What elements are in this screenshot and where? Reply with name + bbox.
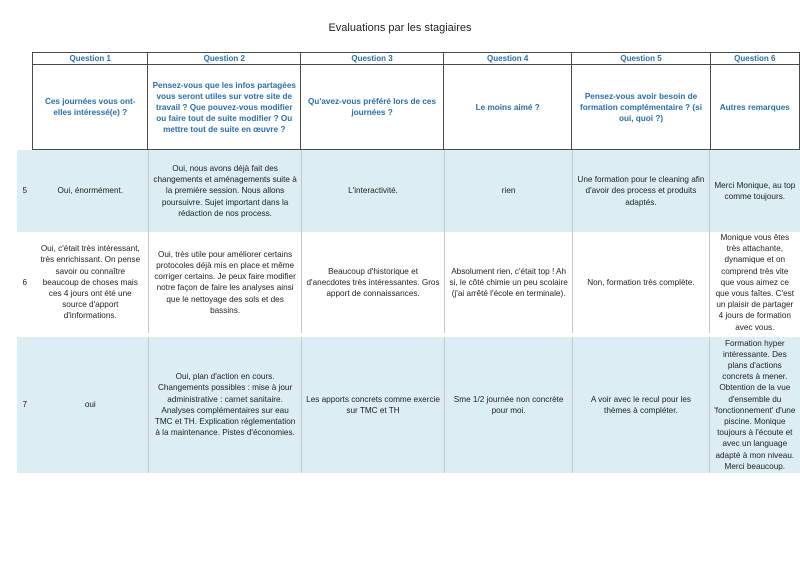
answers-table [17, 150, 800, 473]
row-number: 7 [17, 337, 32, 473]
question-prompt-row [33, 65, 800, 150]
answer-q5: Une formation pour le cleaning afin d'avoir des process et produits adaptés. [573, 150, 709, 232]
answer-q1: Oui, c'était très intéressant, très enrichissant. On pense savoir ou connaître beaucoup de choses mais ces 4 jours ont été une source d'apport d'informations. [32, 232, 148, 333]
answer-q3: Beaucoup d'historique et d'anecdotes très intéressantes. Gros apport de connaissances. [302, 232, 445, 333]
question-3-header: Question 3 [301, 53, 444, 65]
answer-q4: rien [445, 150, 573, 232]
question-3-prompt: Qu'avez-vous préféré lors de ces journées ? [301, 65, 444, 150]
answer-q3: Les apports concrets comme exercie sur TMC et TH [302, 337, 445, 473]
answer-q2: Oui, plan d'action en cours. Changements possibles : mise à jour administrative : carnet sanitaire. Analyses complémentaires sur eau TMC et TH. Explication réglementation à la maintenance. Pistes d'économies. [149, 337, 302, 473]
answer-q2: Oui, très utile pour améliorer certains protocoles déjà mis en place et même corriger certains. Je peux faire modifier notre façon de faire les analyses ainsi que le nettoyage des sols et des bassins. [149, 232, 302, 333]
answer-q2: Oui, nous avons déjà fait des changements et aménagements suite à la première session. Nous allons poursuivre. Sujet important dans la rédaction de nos process. [149, 150, 302, 232]
question-5-header: Question 5 [572, 53, 710, 65]
answer-q5: Non, formation très complète. [573, 232, 709, 333]
page-title: Evaluations par les stagiaires [328, 22, 472, 34]
question-4-header: Question 4 [443, 53, 571, 65]
answer-q6: Merci Monique, au top comme toujours. [709, 150, 800, 232]
question-5-prompt: Pensez-vous avoir besoin de formation complémentaire ? (si oui, quoi ?) [572, 65, 710, 150]
answer-row [17, 232, 800, 333]
question-2-prompt: Pensez-vous que les infos partagées vous seront utiles sur votre site de travail ? Que pouvez-vous modifier ou faire tout de suite modifier ? Ou mettre tout de suite en œuvre ? [148, 65, 301, 150]
question-6-prompt: Autres remarques [710, 65, 799, 150]
row-number: 5 [17, 150, 32, 232]
answer-q4: Sme 1/2 journée non concrète pour moi. [445, 337, 573, 473]
answer-row [17, 150, 800, 232]
question-6-header: Question 6 [710, 53, 799, 65]
answer-row [17, 337, 800, 473]
question-1-prompt: Ces journées vous ont-elles intéressé(e) ? [33, 65, 148, 150]
question-2-header: Question 2 [148, 53, 301, 65]
answer-q5: A voir avec le recul pour les thèmes à compléter. [573, 337, 709, 473]
row-number: 6 [22, 277, 27, 287]
answer-q1: oui [32, 337, 148, 473]
questions-header-table [32, 52, 800, 150]
question-number-row [33, 53, 800, 65]
question-1-header: Question 1 [33, 53, 148, 65]
answer-q1: Oui, énormément. [32, 150, 148, 232]
question-4-prompt: Le moins aimé ? [443, 65, 571, 150]
answer-q6: Monique vous êtes très attachante, dynamique et on comprend très vite que vous aimez ce que vous faîtes. C'est un plaisir de partager 4 jours de formation avec vous. [715, 233, 795, 332]
answer-q4: Absolument rien, c'était top ! Ah si, le côté chimie un peu scolaire (j'ai arrêté l'école en terminale). [445, 232, 573, 333]
answer-q6: Formation hyper intéressante. Des plans d'actions concrets à mener. Obtention de la vue d'ensemble du 'fonctionnement' d'une piscine. Monique toujours à l'écoute et avec un language adapté à mon niveau. Merci beaucoup. [709, 337, 800, 473]
answer-q3: L'interactivité. [302, 150, 445, 232]
